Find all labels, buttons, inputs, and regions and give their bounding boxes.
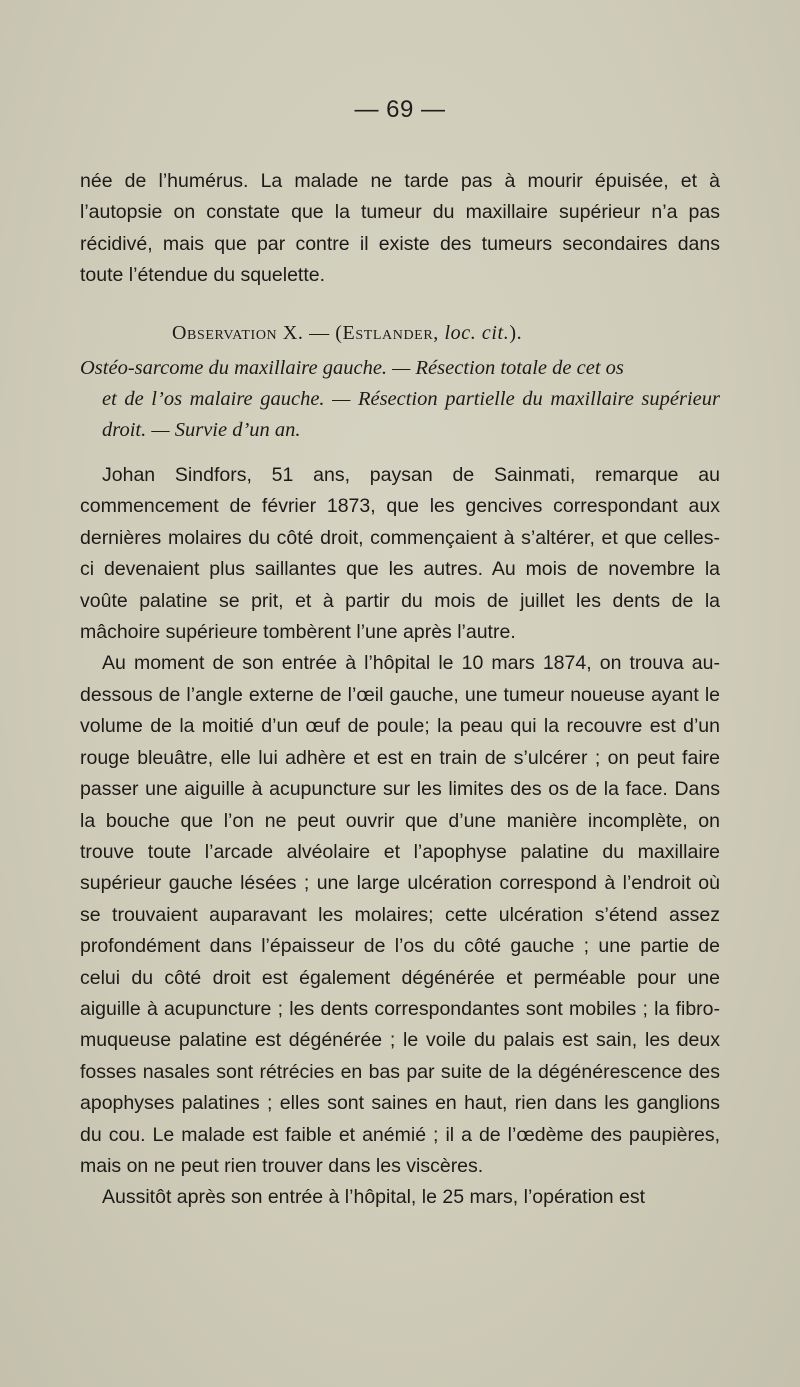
observation-heading-closing: ). [509, 321, 523, 344]
observation-heading-label: Observation X. — (Estlander, [172, 321, 439, 344]
page-number: — 69 — [354, 96, 446, 123]
paragraph-operation: Aussitôt après son entrée à l’hôpital, le 25 mars, l’opération est [102, 1186, 646, 1209]
observation-summary-rest: et de l’os malaire gauche. — Résection partielle du maxillaire supérieur droit. — Survie d’un an. [102, 388, 720, 442]
observation-heading [80, 318, 720, 349]
paragraph-history: Johan Sindfors, 51 ans, paysan de Sainmati, remarque au commencement de février 1873, que les gencives correspondant aux dernières molaires du côté droit, commençaient à s’altérer, et que celles-ci devenaient plus saillantes que les autres. Au mois de novembre la voûte palatine se prit, et à partir du mois de juillet les dents de la mâchoire supérieure tombèrent l’une après l’autre. [80, 464, 720, 644]
paragraph-examination: Au moment de son entrée à l’hôpital le 10 mars 1874, on trouva au-dessous de l’angle externe de l’œil gauche, une tumeur noueuse ayant le volume de la moitié d’un œuf de poule; la peau qui la recouvre est d’un rouge bleuâtre, elle lui adhère et est en train de s’ulcérer ; on peut faire passer une aiguille à acupuncture sur les limites des os de la face. Dans la bouche que l’on ne peut ouvrir que d’une manière incomplète, on trouve toute l’arcade alvéolaire et l’apophyse palatine du maxillaire supérieur gauche lésées ; une large ulcération correspond à l’endroit où se trouvaient auparavant les molaires; cette ulcération s’étend assez profondément dans l’épaisseur de l’os du côté gauche ; une partie de celui du côté droit est également dégénérée et perméable pour une aiguille à acupuncture ; les dents correspondantes sont mobiles ; la fibro-muqueuse palatine est dégénérée ; le voile du palais est sain, les deux fosses nasales sont rétrécies en bas par suite de la dégénérescence des apophyses palatines ; elles sont saines en haut, rien dans les ganglions du cou. Le malade est faible et anémié ; il a de l’œdème des paupières, mais on ne peut rien trouver dans les viscères. [80, 652, 720, 1177]
observation-summary [80, 353, 720, 446]
observation-reference: loc. cit. [444, 321, 510, 344]
paragraph-continuation: née de l’humérus. La malade ne tarde pas à mourir épuisée, et à l’autopsie on constate que la tumeur du maxillaire supérieur n’a pas récidivé, mais que par contre il existe des tumeurs secondaires dans toute l’étendue du squelette. [80, 170, 720, 287]
observation-summary-first-line: Ostéo-sarcome du maxillaire gauche. — Résection totale de cet os [80, 357, 624, 380]
page-text-block [80, 166, 720, 1214]
